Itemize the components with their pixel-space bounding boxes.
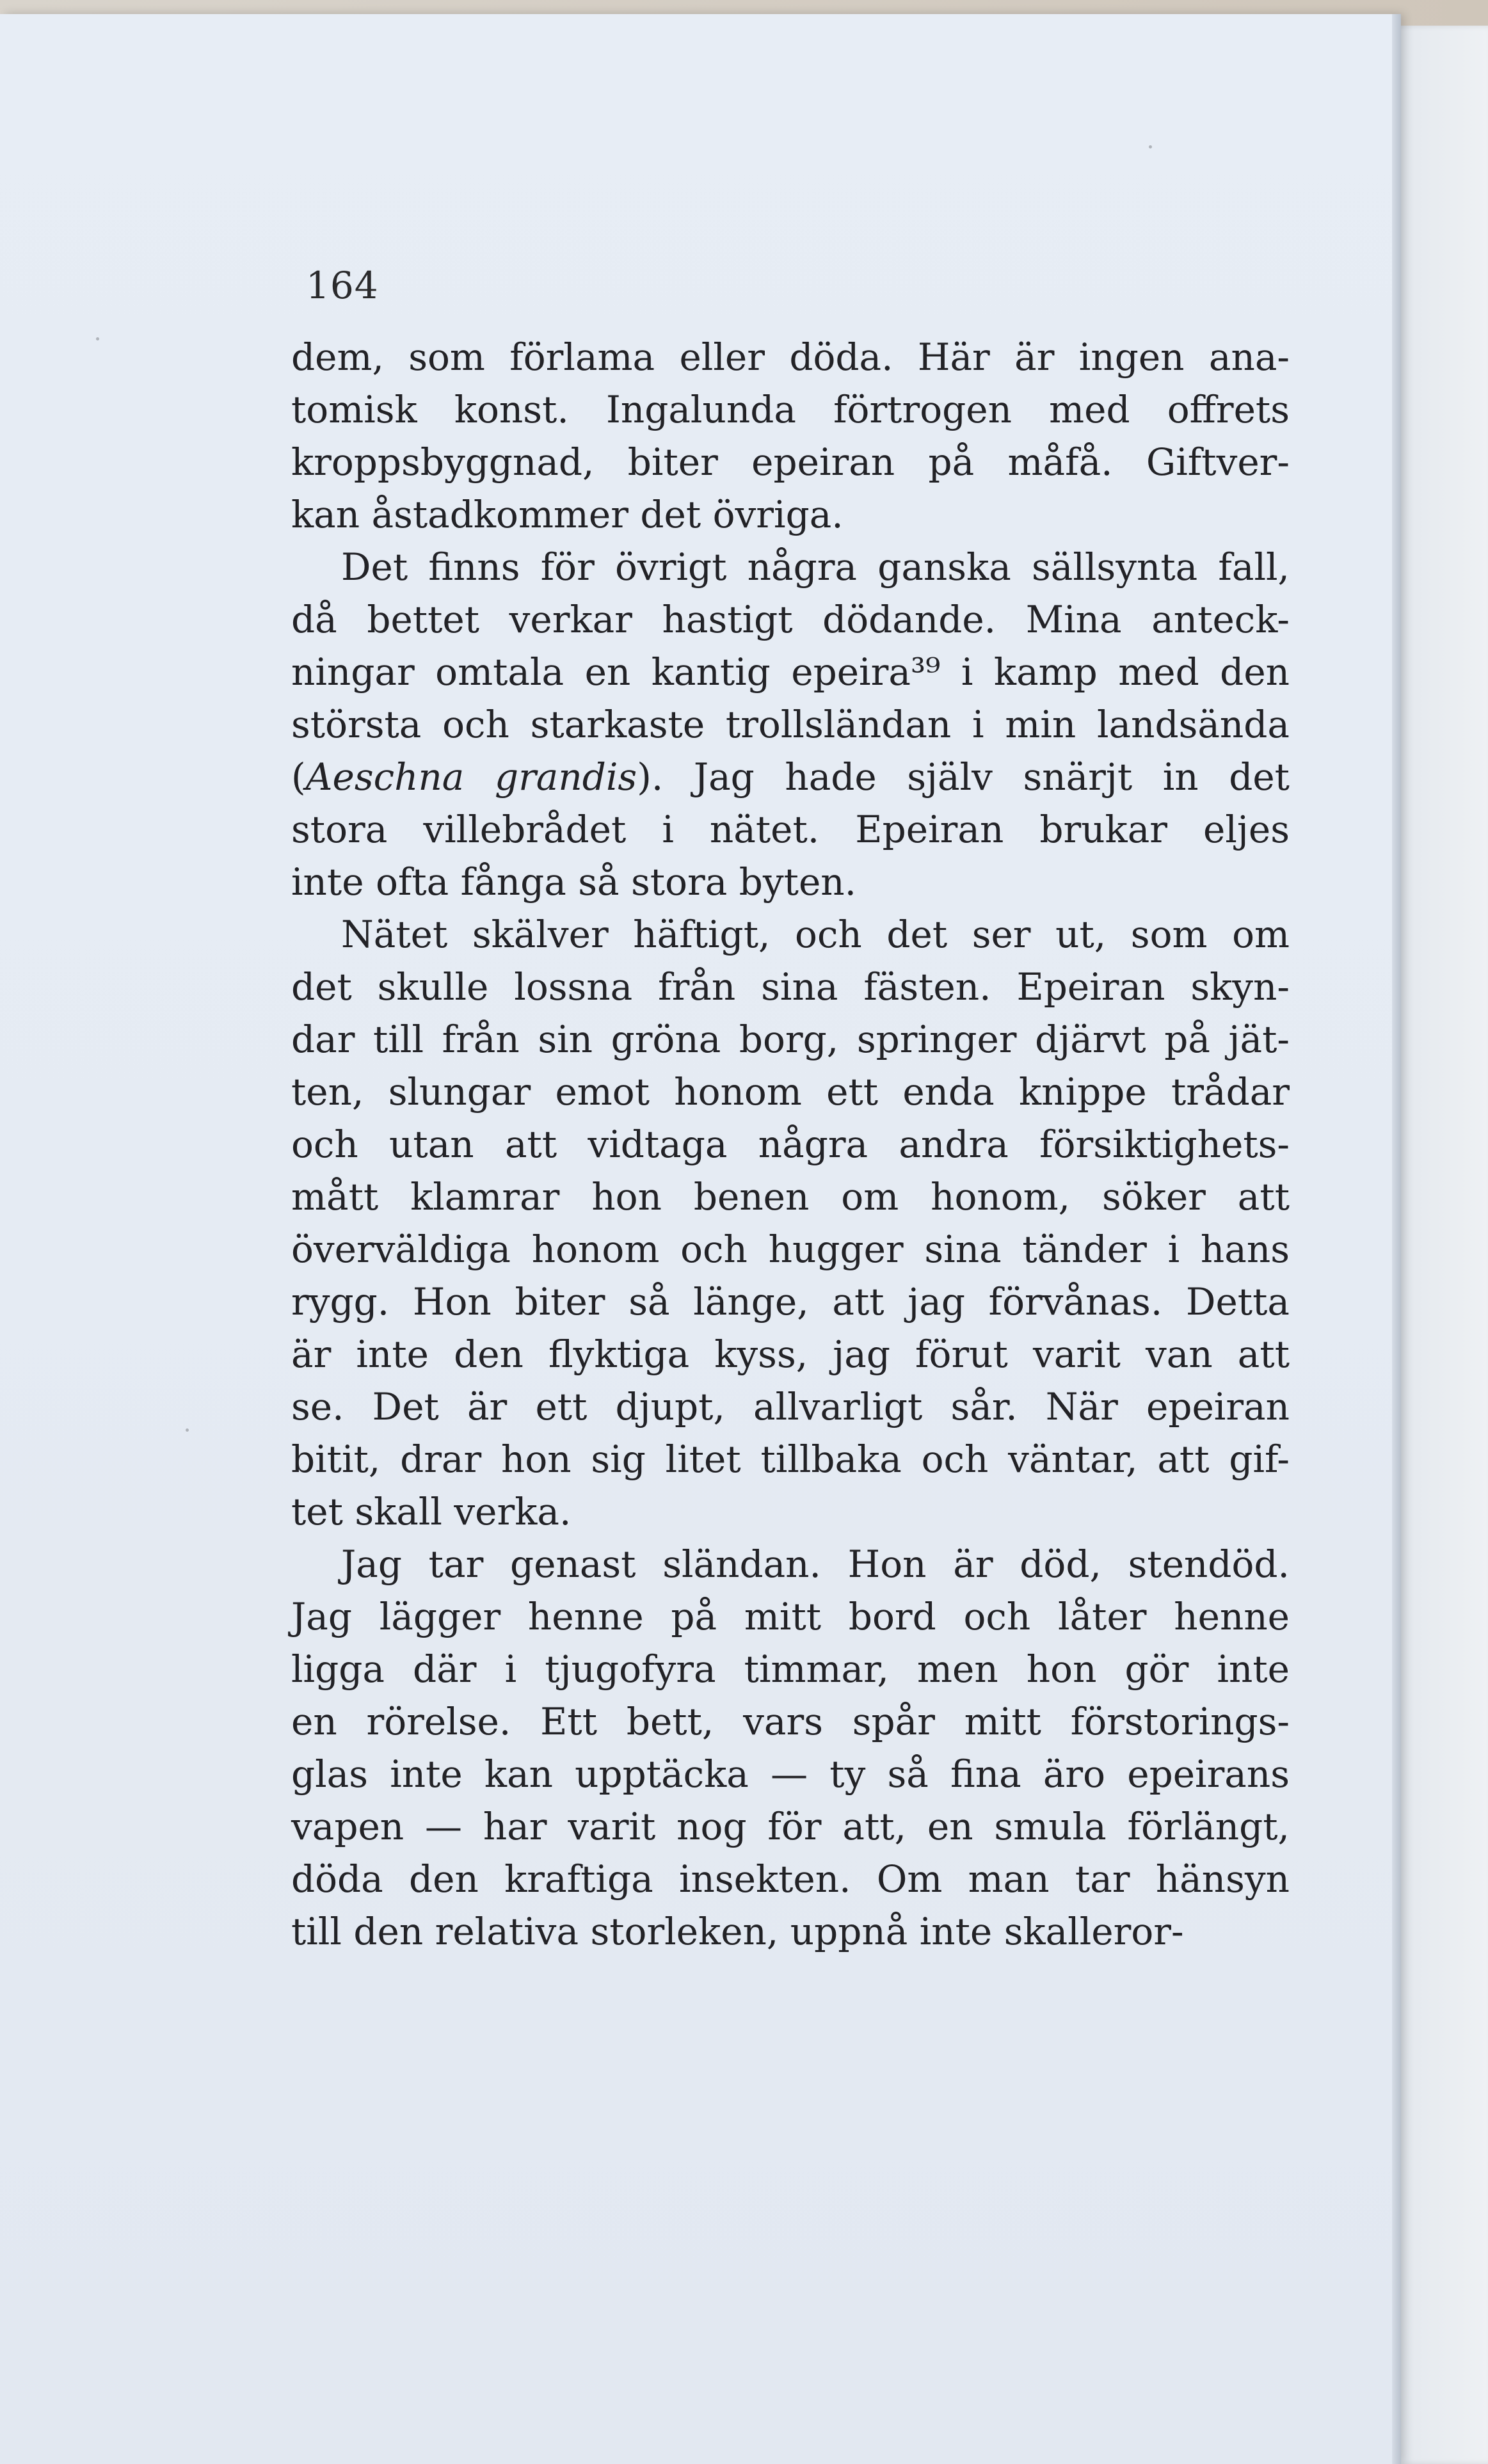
text-line: inte ofta fånga så stora byten.: [291, 860, 857, 904]
text-line: till den relativa storleken, uppnå inte skalleror-: [291, 1910, 1184, 1953]
text-line: rygg. Hon biter så länge, att jag förvånas. Detta: [291, 1280, 1290, 1324]
text-line: bitit, drar hon sig litet tillbaka och väntar, att gif-: [291, 1437, 1290, 1481]
page-number: 164: [306, 264, 379, 307]
text-line: kroppsbyggnad, biter epeiran på måfå. Giftver-: [291, 440, 1290, 484]
book-page: [0, 14, 1398, 2464]
text-line: är inte den flyktiga kyss, jag förut varit van att: [291, 1332, 1290, 1376]
paper-speck: [1149, 145, 1152, 148]
text-line: största och starkaste trollsländan i min landsända: [291, 703, 1290, 746]
text-line: ten, slungar emot honom ett enda knippe trådar: [291, 1070, 1290, 1114]
text-line: vapen — har varit nog för att, en smula förlängt,: [291, 1805, 1290, 1848]
text-line: dar till från sin gröna borg, springer djärvt på jät-: [291, 1018, 1290, 1061]
text-line: tet skall verka.: [291, 1490, 572, 1533]
body-text: [291, 331, 1290, 1958]
text-line: (Aeschna grandis). Jag hade själv snärjt in det: [291, 755, 1290, 799]
text-line: döda den kraftiga insekten. Om man tar hänsyn: [291, 1857, 1290, 1901]
text-line: mått klamrar hon benen om honom, söker att: [291, 1175, 1290, 1219]
species-name: Aeschna grandis: [305, 755, 637, 799]
text-line: det skulle lossna från sina fästen. Epeiran skyn-: [291, 965, 1290, 1009]
text-line: se. Det är ett djupt, allvarligt sår. När epeiran: [291, 1385, 1290, 1428]
text-line: Jag tar genast sländan. Hon är död, stendöd.: [341, 1542, 1290, 1586]
page-edge-shadow: [1392, 14, 1401, 2464]
text-line: stora villebrådet i nätet. Epeiran brukar eljes: [291, 808, 1290, 851]
text-line: Det finns för övrigt några ganska sällsynta fall,: [341, 545, 1290, 589]
text-line: tomisk konst. Ingalunda förtrogen med offrets: [291, 388, 1290, 431]
paper-speck: [186, 1428, 189, 1432]
text-line: och utan att vidtaga några andra försiktighets-: [291, 1123, 1290, 1166]
text-line: Jag lägger henne på mitt bord och låter henne: [291, 1595, 1290, 1638]
text-line: överväldiga honom och hugger sina tänder i hans: [291, 1228, 1290, 1271]
text-line: en rörelse. Ett bett, vars spår mitt förstorings-: [291, 1700, 1290, 1743]
text-line: dem, som förlama eller döda. Här är ingen ana-: [291, 335, 1290, 379]
text-line: ligga där i tjugofyra timmar, men hon gör inte: [291, 1647, 1290, 1691]
paper-speck: [96, 337, 99, 340]
text-line: då bettet verkar hastigt dödande. Mina anteck-: [291, 598, 1290, 641]
text-line: kan åstadkommer det övriga.: [291, 493, 844, 536]
text-line: Nätet skälver häftigt, och det ser ut, som om: [341, 913, 1290, 956]
text-line: ningar omtala en kantig epeira³⁹ i kamp med den: [291, 650, 1290, 694]
text-line: glas inte kan upptäcka — ty så fina äro epeirans: [291, 1752, 1290, 1796]
